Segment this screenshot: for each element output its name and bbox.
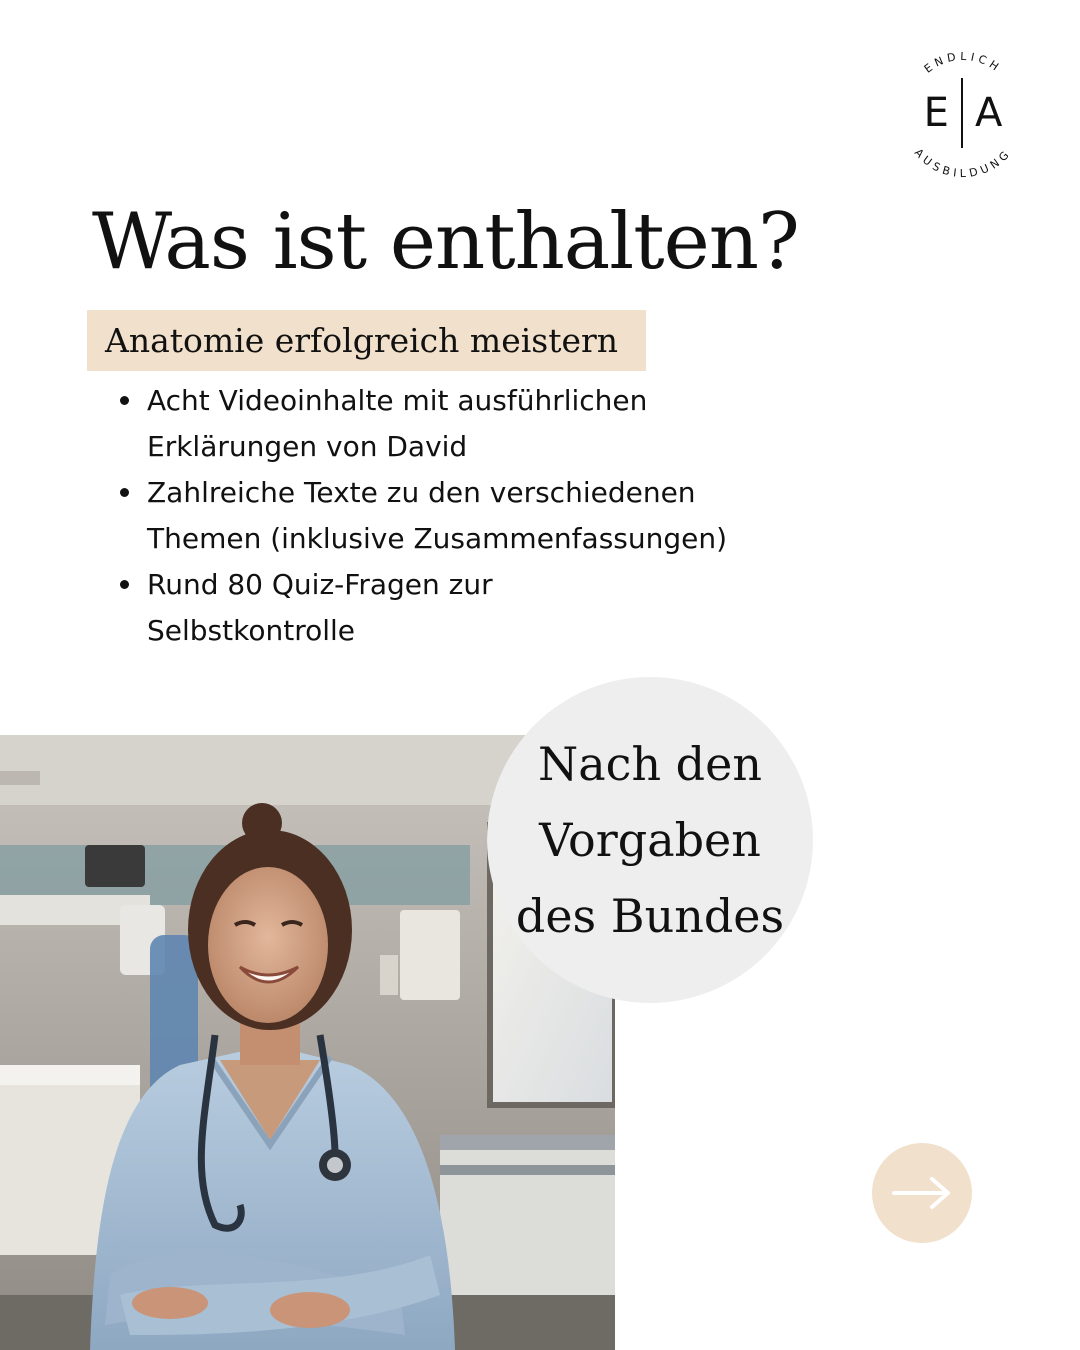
logo-letter-a: A	[974, 90, 1003, 136]
badge-line-3: des Bundes	[515, 889, 785, 943]
logo-divider	[961, 78, 963, 148]
feature-1-line2: Erklärungen von David	[147, 430, 468, 463]
brand-logo	[888, 38, 1038, 188]
feature-2-line1: Zahlreiche Texte zu den verschiedenen	[147, 476, 696, 509]
logo-monogram	[888, 38, 1038, 188]
next-button[interactable]	[872, 1143, 972, 1243]
logo-ring-top: ENDLICH	[921, 49, 1005, 76]
page-title: Was ist enthalten?	[92, 197, 799, 287]
logo-letter-e: E	[923, 90, 949, 136]
feature-3-line2: Selbstkontrolle	[147, 614, 356, 647]
list-item	[118, 378, 758, 470]
feature-1-line1: Acht Videoinhalte mit ausführlichen	[147, 384, 648, 417]
badge-line-1: Nach den	[538, 737, 762, 791]
subtitle-banner	[87, 310, 646, 371]
feature-list	[118, 378, 758, 654]
feature-2-line2: Themen (inklusive Zusammenfassungen)	[147, 522, 728, 555]
badge-text	[500, 726, 800, 954]
feature-3-line1: Rund 80 Quiz-Fragen zur	[147, 568, 493, 601]
list-item	[118, 562, 758, 654]
list-item	[118, 470, 758, 562]
badge-line-2: Vorgaben	[539, 813, 761, 867]
federal-guidelines-badge	[487, 677, 813, 1003]
arrow-right-icon	[890, 1175, 954, 1211]
logo-ring-bottom: AUSBILDUNG	[911, 146, 1015, 181]
subtitle-text: Anatomie erfolgreich meistern	[105, 321, 619, 360]
